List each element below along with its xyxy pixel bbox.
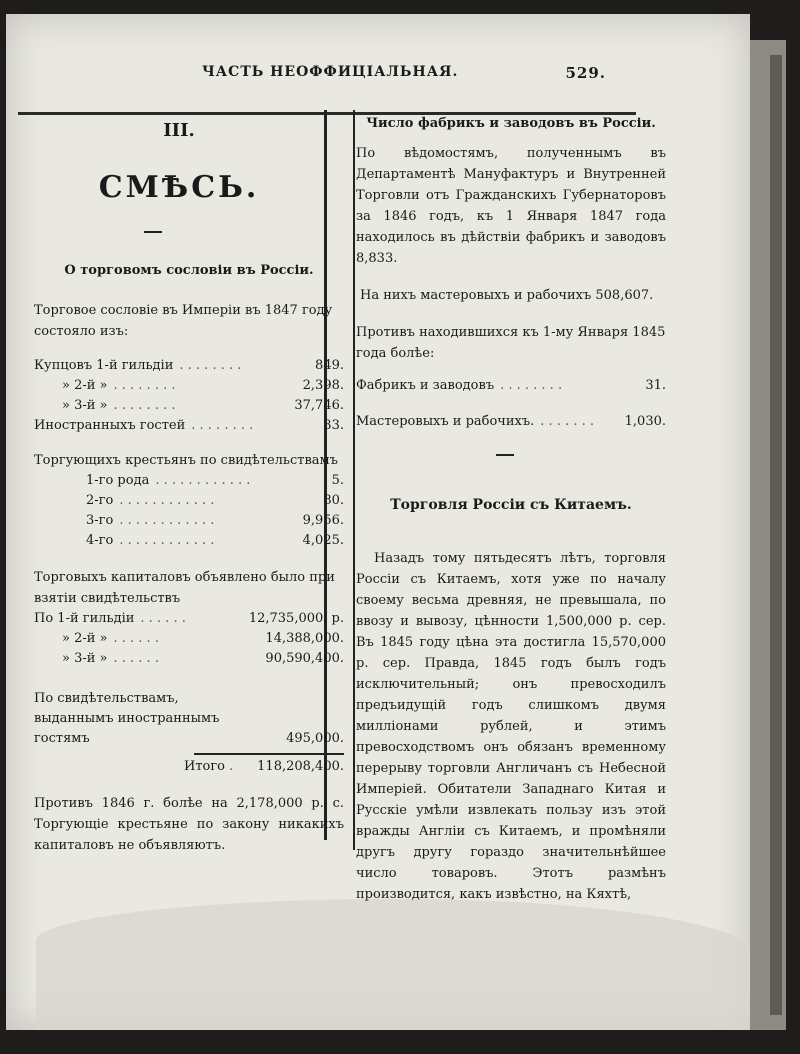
list-item: » 3-й » . . . . . . 90,590,400. — [62, 651, 344, 666]
section-number: III. — [163, 120, 195, 141]
page-edge-shadow — [770, 55, 782, 1015]
factories-paragraph: По вѣдомостямъ, полученнымъ въ Департаментѣ Мануфактуръ и Внутренней Торговли отъ Гражданскихъ Губернаторовъ за 1846 годъ, къ 1 Января 1847 года находилось въ дѣйствіи фабрикъ и заводовъ 8,833. — [356, 146, 666, 266]
list-item: » 2-й » . . . . . . . . 2,398. — [62, 378, 344, 393]
list-item: 4-го . . . . . . . . . . . . 4,025. — [86, 533, 344, 548]
peasants-heading: Торгующихъ крестьянъ по свидѣтельствамъ — [34, 453, 338, 468]
workers-line: На нихъ мастеровыхъ и рабочихъ 508,607. — [360, 288, 654, 303]
peasants-list — [34, 471, 344, 551]
water-stain — [36, 899, 750, 1030]
column-divider-inner — [353, 110, 355, 850]
list-item: 2-го . . . . . . . . . . . . 80. — [86, 493, 344, 508]
list-item: » 2-й » . . . . . . 14,388,000. — [62, 631, 344, 646]
right-column — [356, 116, 666, 905]
document-page — [6, 14, 750, 1030]
list-item: Иностранныхъ гостей . . . . . . . . 33. — [34, 418, 344, 433]
section-title: СМѢСЬ. — [98, 170, 260, 205]
intro-paragraph: Торговое сословіе въ Имперіи въ 1847 году состояло изъ: — [34, 303, 333, 339]
capitals-heading: Торговыхъ капиталовъ объявлено было при взятіи свидѣтельствъ — [34, 570, 335, 606]
section-dash — [496, 454, 514, 456]
running-title: ЧАСТЬ НЕОФФИЦІАЛЬНАЯ. — [202, 64, 459, 80]
list-item: » 3-й » . . . . . . . . 37,746. — [62, 398, 344, 413]
merchants-list — [34, 356, 344, 436]
list-item: 1-го рода . . . . . . . . . . . . 5. — [86, 473, 344, 488]
total-row: Итого . 118,208,400. — [184, 759, 344, 774]
capitals-list — [34, 609, 344, 669]
page-number: 529. — [565, 64, 606, 82]
china-article-title: Торговля Россіи съ Китаемъ. — [390, 497, 632, 513]
article-title: О торговомъ сословіи въ Россіи. — [64, 263, 314, 278]
list-item: Мастеровыхъ и рабочихъ. . . . . . . . 1,030. — [356, 414, 666, 429]
list-item: Фабрикъ и заводовъ . . . . . . . . 31. — [356, 378, 666, 393]
compare-list — [356, 376, 666, 432]
title-dash — [144, 231, 162, 233]
total-rule — [194, 753, 344, 755]
left-column — [34, 120, 344, 856]
list-item: По 1-й гильдіи . . . . . . 12,735,000. р. — [34, 611, 344, 626]
header-rule — [18, 112, 636, 115]
compare-line: Противъ находившихся къ 1-му Января 1845 года болѣе: — [356, 325, 666, 361]
list-item: Купцовъ 1-й гильдіи . . . . . . . . 849. — [34, 358, 344, 373]
page-header — [196, 64, 736, 86]
foreign-guests-row: По свидѣтельствамъ, выданнымъ иностраннымъ гостямъ 495,000. — [34, 691, 344, 746]
factories-heading: Число фабрикъ и заводовъ въ Россіи. — [366, 116, 656, 131]
list-item: 3-го . . . . . . . . . . . . 9,956. — [86, 513, 344, 528]
china-article-body: Назадъ тому пятьдесятъ лѣтъ, торговля Россіи съ Китаемъ, хотя уже по началу своему весьма древняя, не превышала, по ввозу и вывозу, цѣнности 1,500,000 р. сер. Въ 1845 году цѣна эта достигла 15,570,000 р. сер. Правда, 1845 годъ былъ годъ исключительный; онъ превосходилъ предъидущій годъ слишкомъ двумя милліонами рублей, и этимъ превосходствомъ онъ обязанъ временному перерыву торговли Англичанъ съ Небесной Имперіей. Обитатели Западнаго Китая и Русскіе умѣли извлекать пользу изъ этой вражды Англіи съ Китаемъ, и промѣняли другъ другу гораздо значительнѣйшее число товаровъ. Этотъ размѣнъ производится, какъ извѣстно, на Кяхтѣ, — [356, 551, 666, 902]
footer-paragraph: Противъ 1846 г. болѣе на 2,178,000 р. с. Торгующіе крестьяне по закону никакихъ капиталовъ не объявляютъ. — [34, 796, 344, 853]
